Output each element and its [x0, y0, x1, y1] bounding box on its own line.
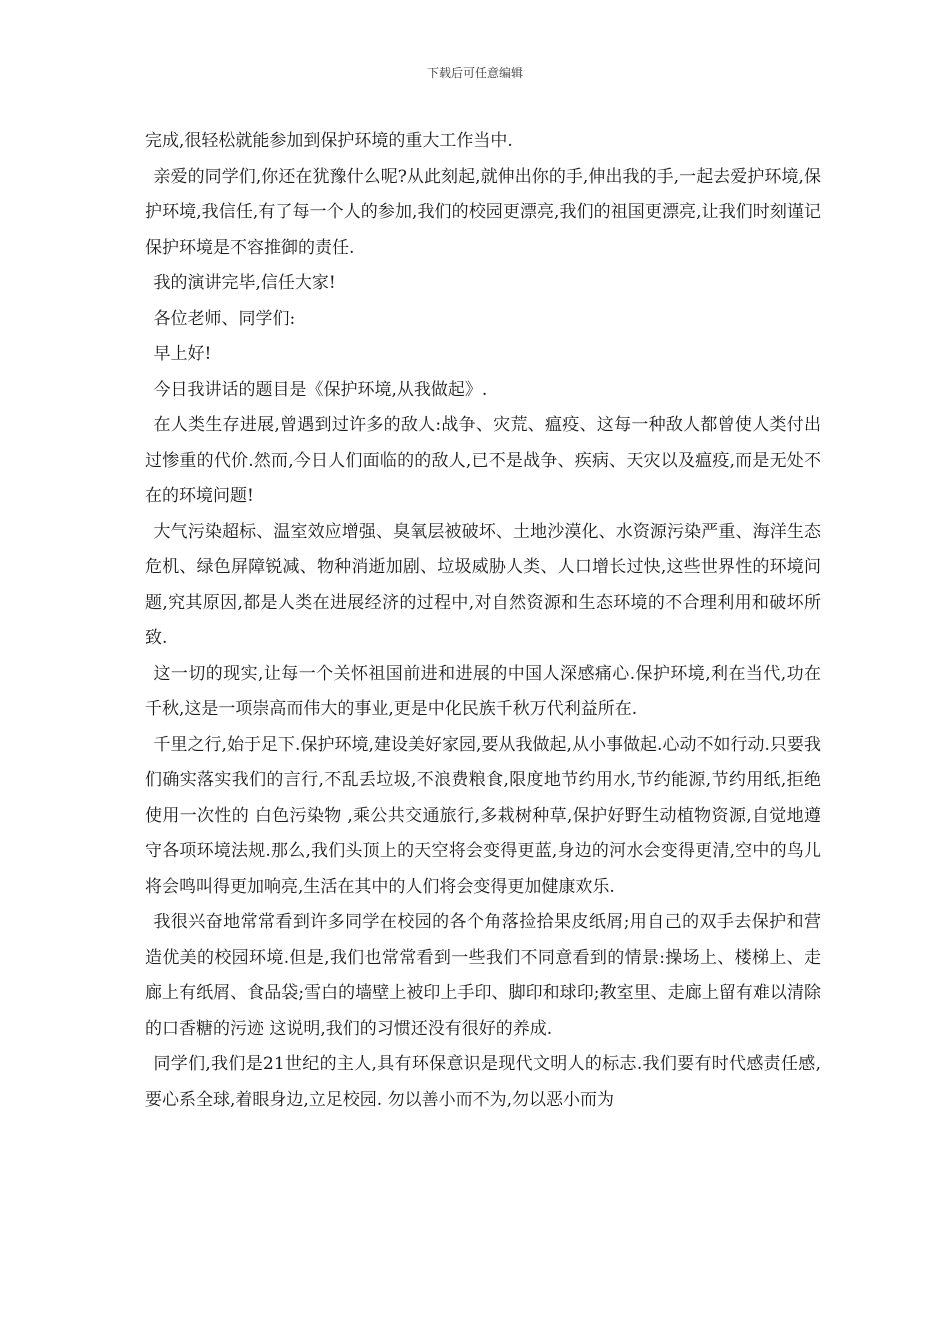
paragraph: 各位老师、同学们:: [153, 308, 296, 329]
paragraph: 早上好!: [153, 344, 212, 364]
paragraph: 同学们,我们是21世纪的主人,具有环保意识是现代文明人的标志.我们要有时代感责任感,要心系全球,着眼身边,立足校园. 勿以善小而不为,勿以恶小而为: [145, 1054, 821, 1110]
paragraph: 在人类生存进展,曾遇到过许多的敌人:战争、灾荒、瘟疫、这每一种敌人都曾使人类付出过惨重的代价.然而,今日人们面临的的敌人,已不是战争、疾病、天灾以及瘟疫,而是无处不在的环境问题!: [145, 415, 821, 506]
paragraph: 我的演讲完毕,信任大家!: [153, 273, 336, 293]
body-text: [145, 124, 821, 1118]
paragraph: 我很兴奋地常常看到许多同学在校园的各个角落捡拾果皮纸屑;用自己的双手去保护和营造优美的校园环境.但是,我们也常常看到一些我们不同意看到的情景:操场上、楼梯上、走廊上有纸屑、食品袋;雪白的墙壁上被印上手印、脚印和球印;教室里、走廊上留有难以清除的口香糖的污迹 这说明,我们的习惯还没有很好的养成.: [145, 912, 821, 1039]
paragraph: 亲爱的同学们,你还在犹豫什么呢?从此刻起,就伸出你的手,伸出我的手,一起去爱护环境,保护环境,我信任,有了每一个人的参加,我们的校园更漂亮,我们的祖国更漂亮,让我们时刻谨记保护环境是不容推御的责任.: [145, 166, 821, 258]
paragraph: 大气污染超标、温室效应增强、臭氧层被破坏、土地沙漠化、水资源污染严重、海洋生态危机、绿色屏障锐减、物种消逝加剧、垃圾威胁人类、人口增长过快,这些世界性的环境问题,究其原因,都是人类在进展经济的过程中,对自然资源和生态环境的不合理利用和破坏所致.: [145, 521, 821, 648]
paragraph: 千里之行,始于足下.保护环境,建设美好家园,要从我做起,从小事做起.心动不如行动.只要我们确实落实我们的言行,不乱丢垃圾,不浪费粮食,限度地节约用水,节约能源,节约用纸,拒绝使用一次性的 白色污染物 ,乘公共交通旅行,多栽树种草,保护好野生动植物资源,自觉地遵守各项环境法规.那么,我们头顶上的天空将会变得更蓝,身边的河水会变得更清,空中的鸟儿将会鸣叫得更加响亮,生活在其中的人们将会变得更加健康欢乐.: [145, 734, 821, 897]
paragraph: 完成,很轻松就能参加到保护环境的重大工作当中.: [145, 131, 513, 151]
paragraph: 这一切的现实,让每一个关怀祖国前进和进展的中国人深感痛心.保护环境,利在当代,功在千秋,这是一项崇高而伟大的事业,更是中化民族千秋万代利益所在.: [145, 663, 821, 719]
page-header: 下载后可任意编辑: [426, 66, 523, 80]
paragraph: 今日我讲话的题目是《保护环境,从我做起》.: [153, 379, 488, 400]
